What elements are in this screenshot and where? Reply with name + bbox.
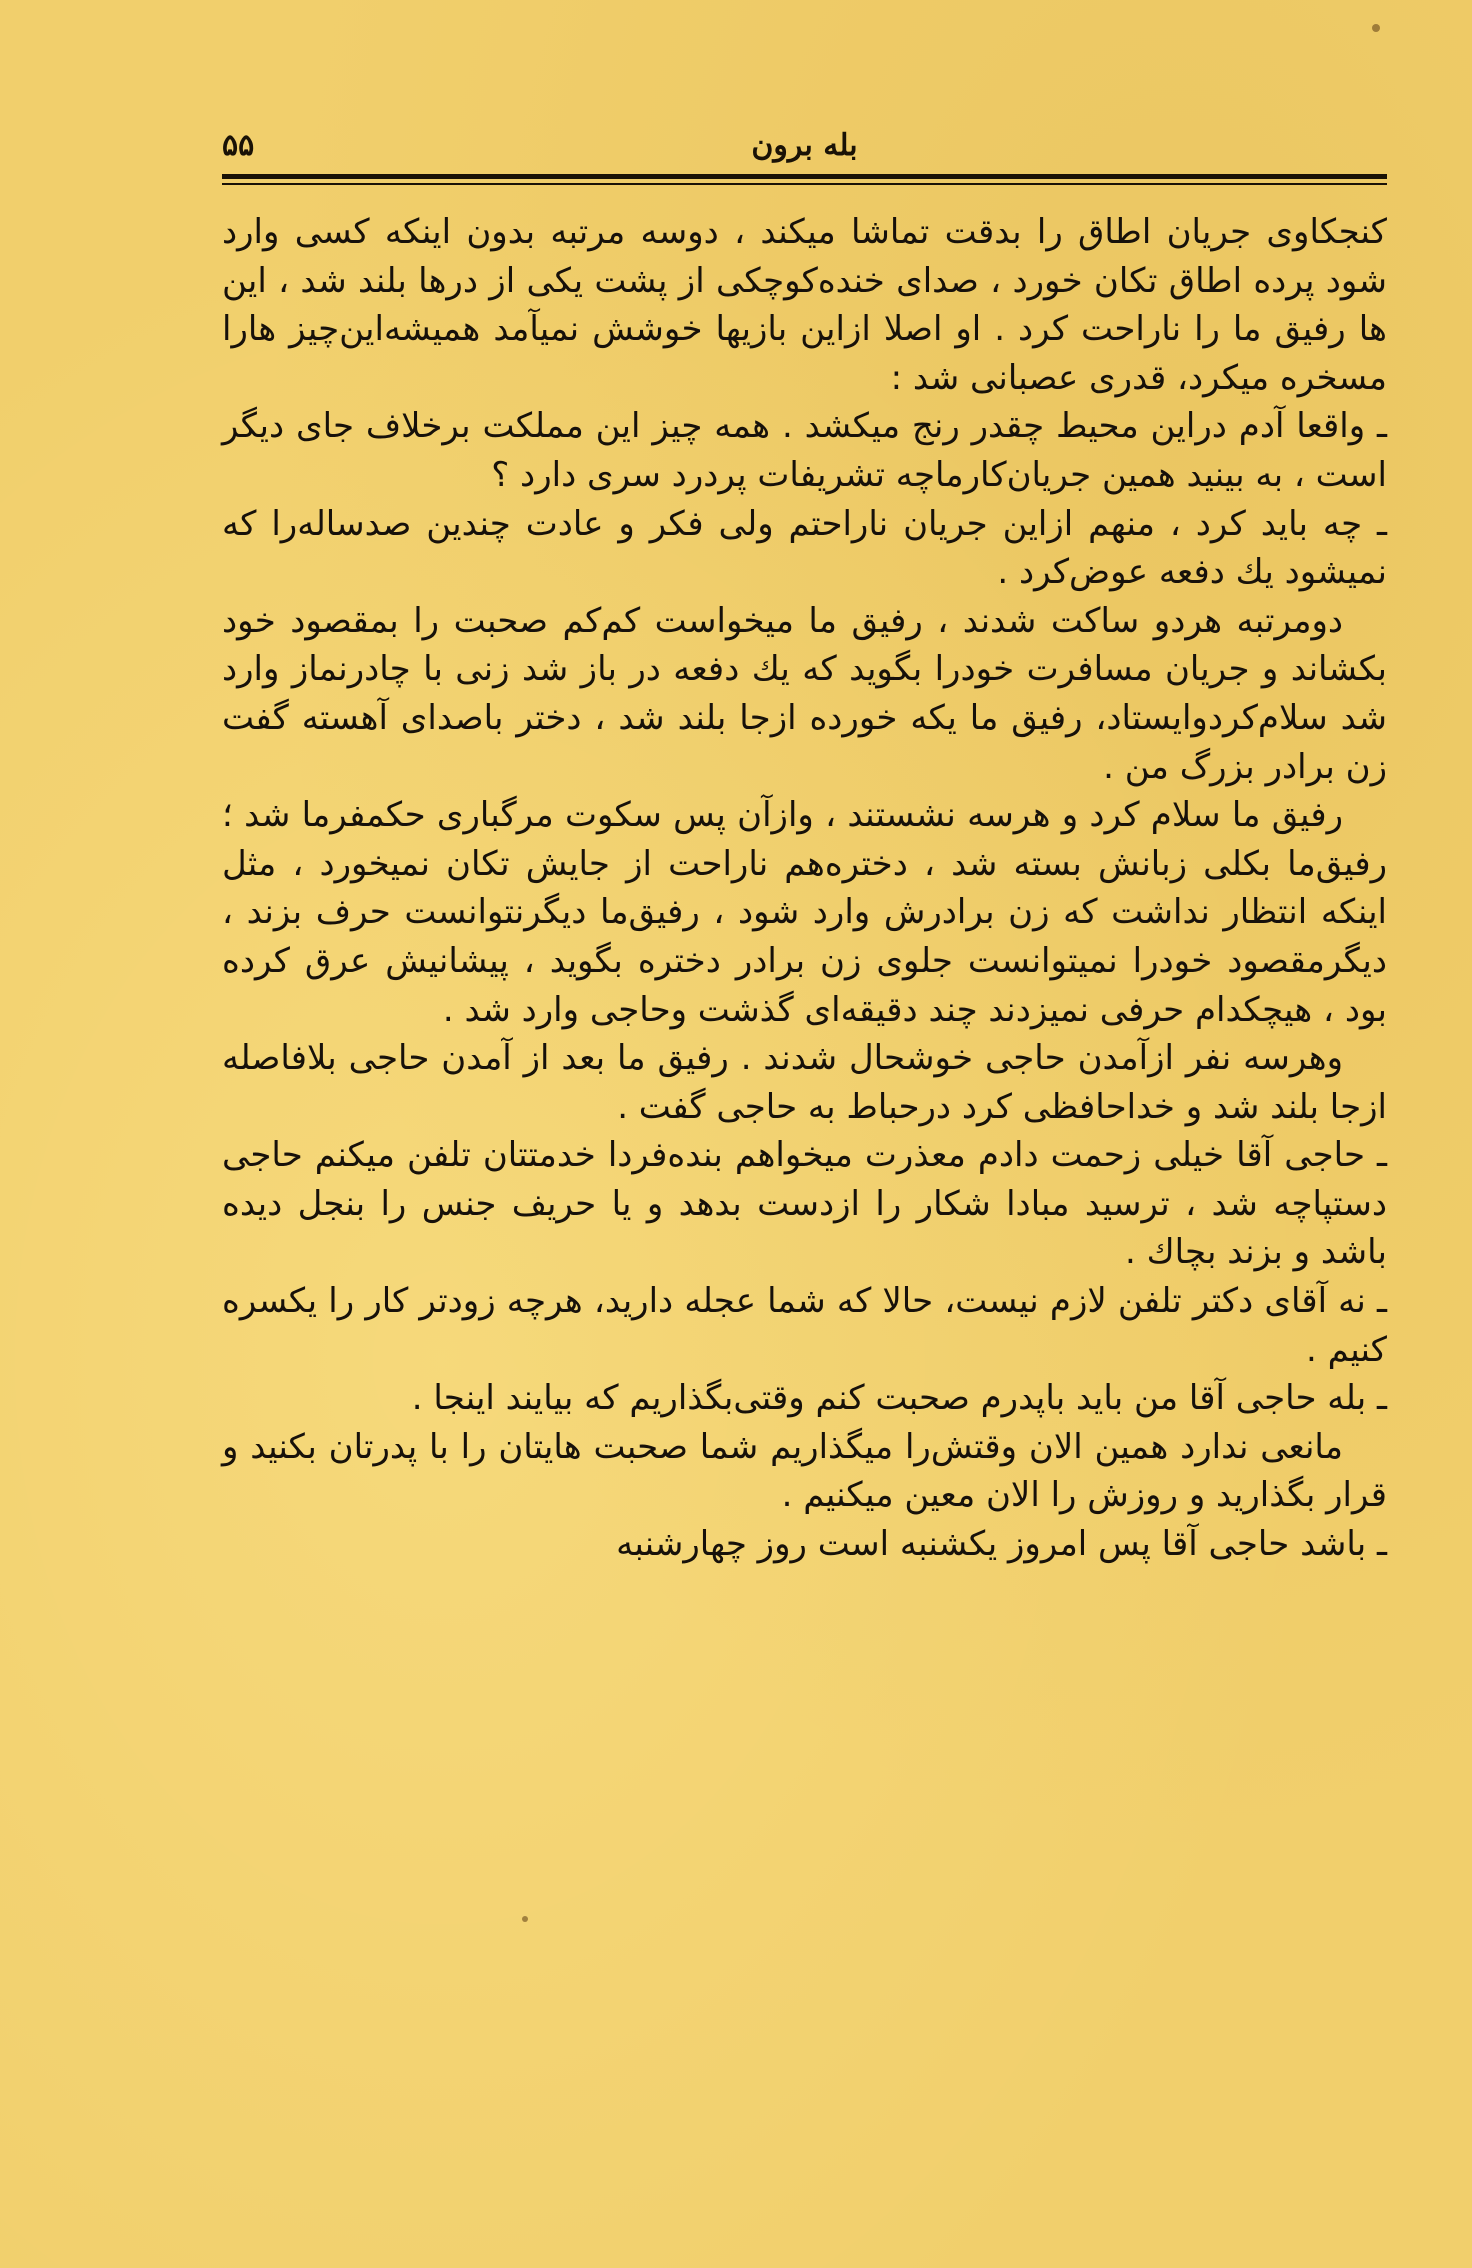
- paper-speck: [522, 1916, 528, 1922]
- paragraph: ـ چه باید کرد ، منهم ازاین جریان ناراحتم ولی فکر و عادت چندین صدساله‌را که نمیشود یك دفعه عوض‌کرد .: [222, 503, 1387, 593]
- paragraph: وهرسه نفر ازآمدن حاجی خوشحال شدند . رفیق ما بعد از آمدن حاجی بلافاصله ازجا بلند شد و خداحافظی کرد درحباط به حاجی گفت .: [222, 1038, 1387, 1127]
- paper-speck: [1372, 24, 1380, 32]
- page-header: [222, 122, 1387, 174]
- paragraph: رفیق ما سلام کرد و هرسه نشستند ، وازآن پس سکوت مرگباری حکمفرما شد ؛ رفیق‌ما بکلی زبانش بسته شد ، دختره‌هم ناراحت از جایش تکان نمیخورد ، مثل اینکه انتظار نداشت که زن برادرش وارد شود ، رفیق‌ما دیگرنتوانست حرف بزند ، دیگرمقصود خودرا نمیتوانست جلوی زن برادر دختره بگوید ، پیشانیش عرق کرده بود ، هیچکدام حرفی نمیزدند چند دقیقه‌ای گذشت وحاجی وارد شد .: [222, 795, 1387, 1030]
- paragraph: دومرتبه هردو ساکت شدند ، رفیق ما میخواست کم‌کم صحبت را بمقصود خود بکشاند و جریان مسافرت خودرا بگوید که یك دفعه در باز شد زنی با چادرنماز وارد شد سلام‌کردوایستاد، رفیق ما یکه خورده ازجا بلند شد ، دختر باصدای آهسته گفت زن برادر بزرگ من .: [222, 600, 1387, 787]
- paragraph: ـ واقعا آدم دراین محیط چقدر رنج میکشد . همه چیز این مملکت برخلاف جای دیگر است ، به بینید همین جریان‌کارماچه تشریفات پردرد سری دارد ؟: [222, 406, 1387, 495]
- paragraph: ـ نه آقای دکتر تلفن لازم نیست، حالا که شما عجله دارید، هرچه زودتر کار را یکسره کنیم .: [222, 1281, 1387, 1370]
- body-text: [222, 208, 1387, 1569]
- paragraph: مانعی ندارد همین الان وقتش‌را میگذاریم شما صحبت هایتان را با پدرتان بکنید و قرار بگذارید و روزش را الان معین میکنیم .: [222, 1426, 1387, 1516]
- header-rule-thin: [222, 183, 1387, 185]
- paragraph: ـ باشد حاجی آقا پس امروز یکشنبه است روز چهارشنبه: [616, 1524, 1387, 1565]
- paragraph: ـ حاجی آقا خیلی زحمت دادم معذرت میخواهم بنده‌فردا خدمتتان تلفن میکنم حاجی دستپاچه شد ، ترسید مبادا شکار را ازدست بدهد و یا حریف جنس را بنجل دیده باشد و بزند بچاك .: [222, 1135, 1387, 1273]
- header-rule-thick: [222, 174, 1387, 179]
- running-title: بله برون: [751, 128, 858, 163]
- paragraph: کنجکاوی جریان اطاق را بدقت تماشا میکند ، دوسه مرتبه بدون اینکه کسی وارد شود پرده اطاق تکان خورد ، صدای خنده‌کوچکی از پشت یکی از درها بلند شد ، این ها رفیق ما را ناراحت کرد . او اصلا ازاین بازیها خوشش نمیآمد همیشه‌این‌چیز هارا مسخره میکرد، قدری عصبانی شد :: [222, 212, 1387, 398]
- page-number: ۵۵: [222, 128, 255, 163]
- paragraph: ـ بله حاجی آقا من باید باپدرم صحبت کنم وقتی‌بگذاریم که بیایند اینجا .: [411, 1378, 1387, 1419]
